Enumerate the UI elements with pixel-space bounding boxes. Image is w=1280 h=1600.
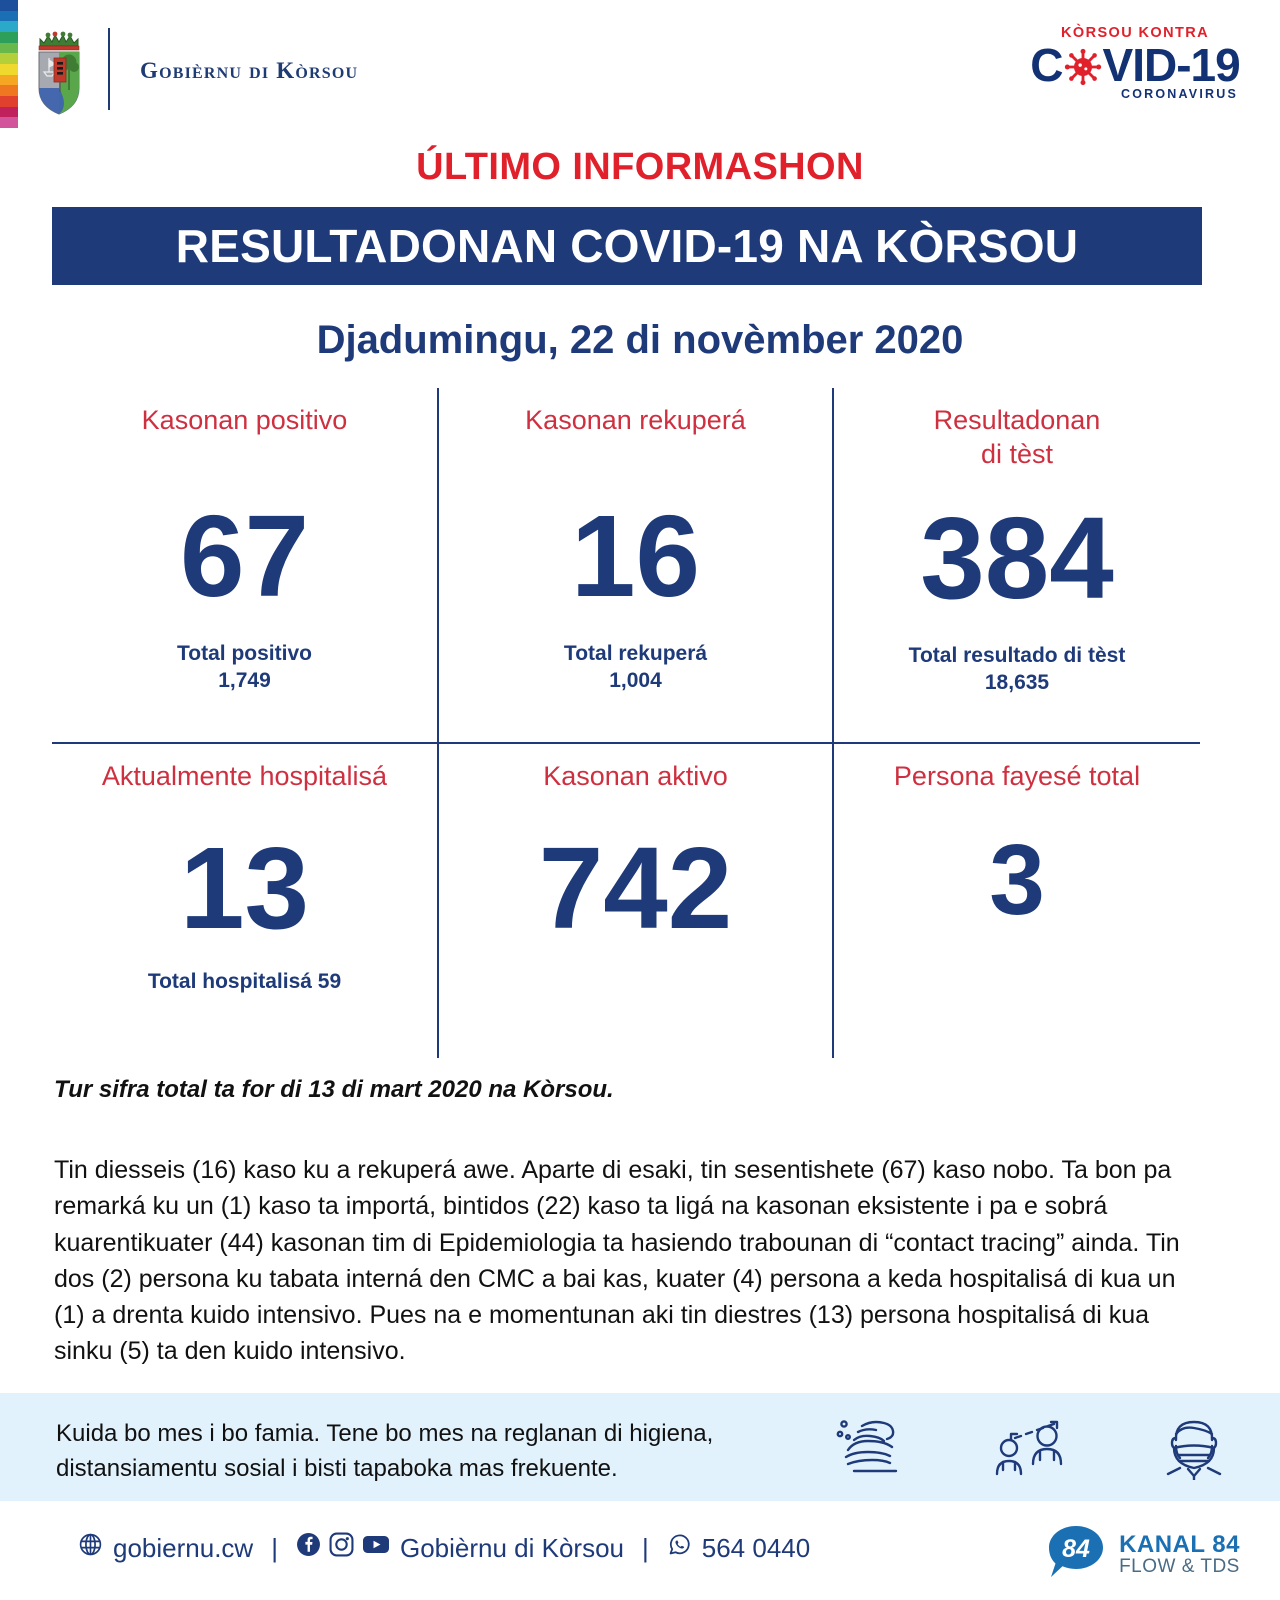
- hygiene-message-line2: distansiamentu sosial i bisti tapaboka mas frekuente.: [56, 1454, 618, 1482]
- stat-sub-label: Total rekuperá: [563, 641, 708, 665]
- stat-cell: [52, 760, 437, 1050]
- svg-text:84: 84: [1062, 1535, 1090, 1563]
- stat-label-line-0: Resultadonan: [933, 405, 1101, 435]
- hygiene-banner: [0, 1393, 1280, 1501]
- stat-value: 67: [179, 490, 310, 621]
- social-handle-label[interactable]: Gobièrnu di Kòrsou: [399, 1532, 624, 1563]
- social-distancing-icon: [989, 1410, 1079, 1485]
- stat-label-line-0: Persona fayesé total: [893, 761, 1141, 791]
- instagram-icon[interactable]: [329, 1532, 354, 1564]
- stat-value: 16: [570, 490, 701, 621]
- hygiene-message-line1: Kuida bo mes i bo famia. Tene bo mes na reglanan di higiena,: [56, 1420, 714, 1447]
- covid-logo-subtitle: CORONAVIRUS: [1120, 86, 1238, 101]
- page-header: [0, 0, 1280, 130]
- main-title-banner: [52, 207, 1202, 285]
- stat-sub-label: Total positivo: [177, 641, 312, 665]
- hygiene-message: [56, 1417, 776, 1487]
- covid-wordmark-left: C: [1030, 38, 1063, 91]
- coronavirus-icon: [1064, 48, 1102, 86]
- phone-label[interactable]: 564 0440: [701, 1532, 811, 1563]
- kicker-title: ÚLTIMO INFORMASHON: [416, 146, 864, 188]
- kanal84-badge-icon: [1045, 1523, 1107, 1586]
- stat-value: 742: [538, 822, 733, 953]
- stat-label-line-1: di tèst: [980, 438, 1054, 469]
- kanal84-name: KANAL 84: [1119, 1530, 1240, 1558]
- stat-value: 3: [989, 823, 1045, 936]
- covid19-logo: [1028, 26, 1242, 118]
- stat-label-line-0: Aktualmente hospitalisá: [101, 761, 388, 791]
- stat-sub-value: 1,004: [609, 669, 662, 693]
- hygiene-icon-row: [834, 1407, 1234, 1487]
- stat-value: 13: [179, 822, 310, 953]
- statistics-grid: [52, 388, 1200, 1058]
- covid-logo-tagline: KÒRSOU KONTRA: [1061, 25, 1209, 41]
- stat-label: [834, 404, 1200, 472]
- stat-value: 384: [920, 492, 1114, 623]
- report-date: Djadumingu, 22 di novèmber 2020: [316, 318, 964, 362]
- report-paragraph: Tin diesseis (16) kaso ku a rekuperá awe. Aparte di esaki, tin sesentishete (67) kaso nobo. Ta bon pa remarká ku un (1) kaso ta importá, bintidos (22) kaso ta ligá na kasonan eksistente i pa e sobrá kuarentikuater (44) kasonan tim di Epidemiologia ta hasiendo trabounan di “contact tracing” ainda. Tin dos (2) persona ku tabata interná den CMC a bai kas, kuater (4) persona a keda hospitalisá di kua un (1) a drenta kuido intensivo. Pues na e momentunan aki tin diestres (13) persona hospitalisá di kua sinku (5) ta den kuido intensivo.: [54, 1156, 1180, 1366]
- stat-cell: [834, 404, 1200, 734]
- coat-of-arms-icon: [28, 26, 90, 118]
- main-title: RESULTADONAN COVID-19 NA KÒRSOU: [175, 220, 1079, 272]
- footer-separator-1: |: [271, 1532, 278, 1563]
- stat-cell: [439, 404, 832, 734]
- stat-label: [52, 404, 437, 438]
- stat-label: [439, 404, 832, 438]
- whatsapp-icon[interactable]: [667, 1532, 692, 1564]
- stat-sub-value: 18,635: [984, 670, 1050, 694]
- page-footer: [0, 1501, 1280, 1600]
- facebook-icon[interactable]: [296, 1532, 321, 1564]
- totals-footnote: Tur sifra total ta for di 13 di mart 2020 na Kòrsou.: [54, 1076, 614, 1103]
- header-divider: [108, 28, 110, 110]
- stat-cell: [834, 760, 1200, 1050]
- footer-contacts: [78, 1532, 810, 1564]
- grid-horizontal-divider: [52, 742, 1200, 744]
- stat-cell: [439, 760, 832, 1050]
- face-mask-icon: [1154, 1410, 1234, 1485]
- stat-label: [834, 760, 1200, 794]
- globe-icon: [78, 1532, 103, 1564]
- youtube-icon[interactable]: [362, 1532, 390, 1564]
- stat-label-line-0: Kasonan positivo: [141, 405, 348, 435]
- stat-label-line-0: Kasonan aktivo: [543, 761, 728, 791]
- footer-separator-2: |: [642, 1532, 649, 1563]
- stat-sub-value: 1,749: [218, 669, 271, 693]
- stat-label: [439, 760, 832, 794]
- kanal84-tagline: FLOW & TDS: [1119, 1556, 1240, 1578]
- government-name: Gobièrnu di Kòrsou: [140, 58, 359, 83]
- stat-sub-label: Total hospitalisá 59: [147, 969, 342, 993]
- kanal84-logo: [1045, 1523, 1240, 1586]
- covid-wordmark-right: VID-19: [1102, 38, 1240, 91]
- stat-cell: [52, 404, 437, 734]
- website-label[interactable]: gobiernu.cw: [113, 1532, 254, 1563]
- handwashing-icon: [834, 1410, 914, 1485]
- stat-label-line-0: Kasonan rekuperá: [525, 405, 746, 435]
- stat-sub-label: Total resultado di tèst: [908, 643, 1126, 667]
- stat-label: [52, 760, 437, 794]
- social-icons: [296, 1532, 390, 1564]
